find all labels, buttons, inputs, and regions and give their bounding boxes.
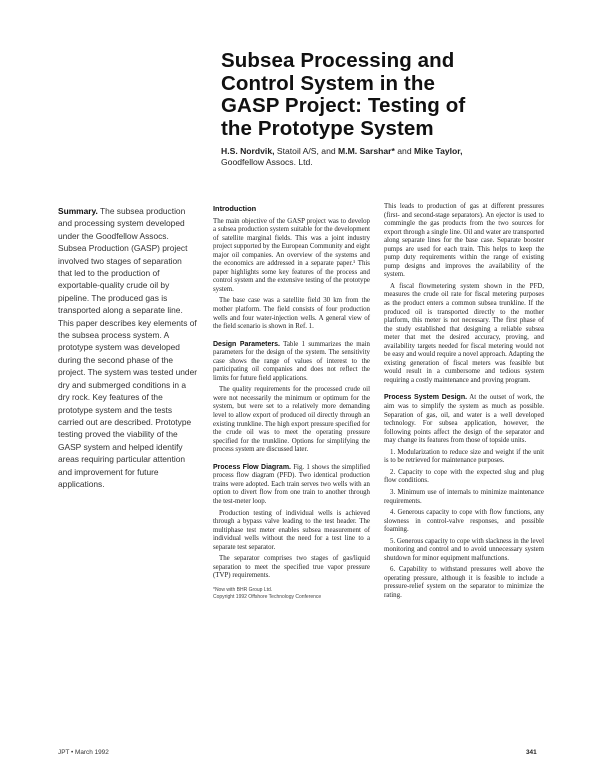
design-considerations-list [384, 449, 544, 601]
paragraph [213, 464, 370, 507]
list-item: 3. Minimum use of internals to minimize maintenance requirements. [384, 488, 544, 505]
summary-heading: Summary. [58, 206, 98, 216]
paragraph: Production testing of individual wells is achieved through a bypass valve leading to the test header. The multiphase test meter enables subsea measurement of individual wells without the need for a test line to a separate test separator. [213, 509, 370, 551]
paragraph [384, 394, 544, 445]
author-name: M.M. Sarshar* [338, 146, 395, 156]
copyright-note: Copyright 1992 Offshore Technology Conference [213, 593, 322, 600]
page-number: 341 [526, 749, 537, 756]
paragraph: A fiscal flowmetering system shown in the PFD, measures the crude oil rate for fiscal metering purposes as the product enters a common subsea trunkline. If the produced oil is transported directly to the mother platform, this meter is not necessary. The first phase of the study established that designing a reliable subsea meter that met the desired accuracy, proving, and availability targets needed for fiscal metering would not be easy and would require a novel approach. Adapting the existing generation of fiscal meters was feasible but would result in a cumbersome and tedious system requiring a costly maintenance and proving program. [384, 282, 544, 384]
paragraph-text: At the outset of work, the aim was to simplify the system as much as possible. Separation of gas, oil, and water is a well developed technology. For subsea application, however, the following points affect the design of the separator and may change its features from those of topside units. [384, 394, 544, 445]
footnote: *Now with BHR Group Ltd. [213, 586, 273, 593]
paragraph: This leads to production of gas at different pressures (first- and second-stage separators). An ejector is used to commingle the gas products from the two sources for export through a single line. Oil and water are transported along separate lines for the base case. Separate booster pumps are used for each train. This helps to keep the pump duty requirements within the range of existing pump designs and improves the availability of the system. [384, 203, 544, 279]
author-name: Mike Taylor, [414, 146, 463, 156]
paragraph [213, 341, 370, 384]
paragraph: The base case was a satellite field 30 km from the mother platform. The field consists of four production wells and four water-injection wells. A general view of the field scenario is shown in Ref. 1. [213, 297, 370, 331]
right-column [384, 203, 544, 604]
paragraph-text: Fig. 1 shows the simplified process flow diagram (PFD). Two identical production trains were adopted. Each train serves two wells with an option to divert flow from one train to another through the test-meter loop. [213, 463, 370, 505]
summary-text: The subsea production and processing system developed under the Goodfellow Assocs. Subsea Production (GASP) project involved two stages of separation that led to the production of exportable-quality crude oil by pipeline. The produced gas is transported along a separate line. This paper describes key elements of the subsea process system. A prototype system was developed during the second phase of the project. The system was tested under dry and submerged conditions in a dry rock. Key features of the prototype system and the tests carried out are described. Prototype testing proved the viability of the GASP system and helped identify areas requiring particular attention and improvement for future applications. [58, 206, 198, 489]
runin-heading-design-parameters: Design Parameters. [213, 340, 280, 348]
paragraph: The separator comprises two stages of gas/liquid separation to meet the specified true vapor pressure (TVP) requirements. [213, 555, 370, 580]
paragraph: The quality requirements for the processed crude oil were not necessarily the minimum or optimum for the system, but were set to a relatively more demanding level to allow export of produced oil directly through an existing trunkline. The high export pressure specified for the crude oil was to meet the operating pressure specified for the trunkline. Options for simplifying the process system are discussed later. [213, 386, 370, 454]
author-list [221, 146, 581, 168]
list-item: 4. Generous capacity to cope with flow functions, any slowness in control-valve responses, and possible foaming. [384, 509, 544, 534]
title-line: Subsea Processing and [221, 49, 455, 72]
list-item: 1. Modularization to reduce size and weight if the unit is to be retrieved for maintenance purposes. [384, 448, 544, 465]
title-line: the Prototype System [221, 116, 434, 140]
title-line: Control System in the [221, 71, 435, 95]
section-heading-introduction: Introduction [213, 204, 257, 213]
runin-heading-process-flow-diagram: Process Flow Diagram. [213, 463, 291, 471]
author-affiliation: Goodfellow Assocs. Ltd. [221, 157, 313, 167]
title-block [221, 50, 581, 168]
paragraph: The main objective of the GASP project was to develop a subsea production system suitable for the development of satellite marginal fields. This was a joint industry project supported by the European Community and eight major oil companies. An overview of the systems and the economics are addressed in a separate paper.¹ This paper highlights some key features of the process and control system and the extensive testing of the prototype system. [213, 217, 370, 293]
footnotes [213, 587, 370, 601]
middle-column [213, 205, 370, 601]
journal-footer: JPT • March 1992 [58, 749, 109, 756]
paragraph-text: Table 1 summarizes the main parameters for the design of the system. The sensitivity case shows the range of values of interest to the participating oil companies and does not reflect the limits for future field applications. [213, 340, 370, 382]
author-name: H.S. Nordvik, [221, 146, 275, 156]
paper-title [221, 50, 581, 140]
summary-column [58, 205, 198, 490]
runin-heading-process-system-design: Process System Design. [384, 394, 468, 402]
list-item: 2. Capacity to cope with the expected slug and plug flow conditions. [384, 468, 544, 485]
author-affiliation: Statoil A/S, and [274, 146, 339, 156]
author-separator: and [394, 146, 414, 156]
title-line: GASP Project: Testing of [221, 94, 466, 117]
list-item: 5. Generous capacity to cope with slackness in the level monitoring and control and to avoid unnecessary system shutdown for minor equipment malfunctions. [384, 537, 544, 562]
list-item: 6. Capability to withstand pressures well above the operating pressure, although it is feasible to include a pressure-relief system on the separator to minimize the rating. [384, 566, 544, 599]
